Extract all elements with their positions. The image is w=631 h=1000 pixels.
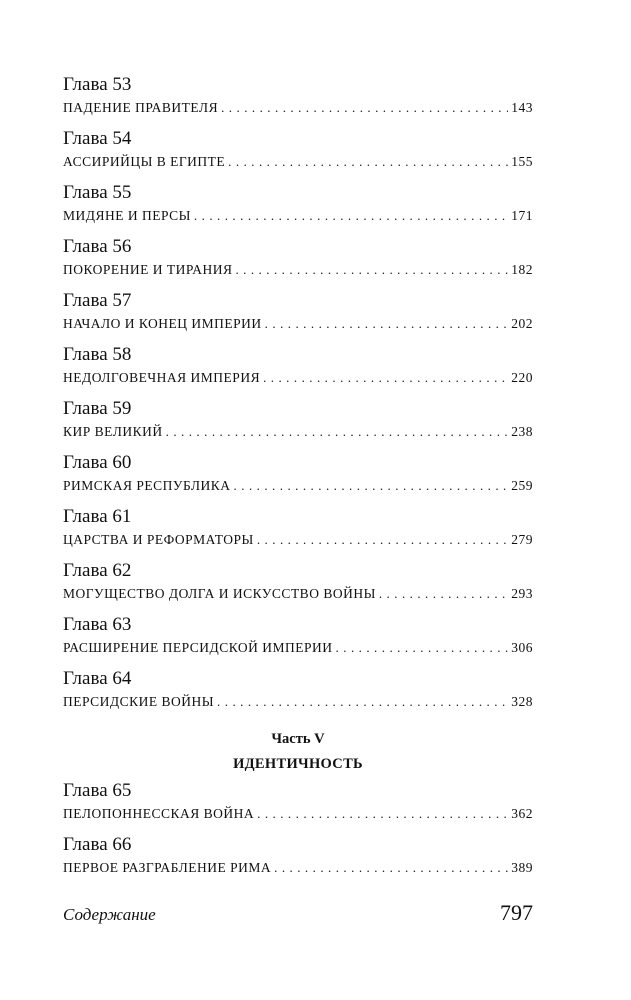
chapter-title: ПЕРВОЕ РАЗГРАБЛЕНИЕ РИМА [63,860,272,875]
chapter-number: Глава 59 [63,398,132,419]
dot-leader [166,424,509,440]
chapter-page-number: 259 [511,478,533,493]
chapter-page-number: 238 [511,424,533,439]
chapter-title-line [63,98,533,116]
chapter-title-line [63,584,533,602]
chapter-number: Глава 56 [63,236,132,257]
toc-entry-53[interactable] [63,70,533,124]
dot-leader [379,586,508,602]
chapter-title-line [63,530,533,548]
dot-leader [234,478,509,494]
dot-leader [217,694,508,710]
toc-entry-60[interactable] [63,448,533,502]
toc-entry-56[interactable] [63,232,533,286]
chapter-title: ПЕЛОПОННЕССКАЯ ВОЙНА [63,806,255,821]
chapter-page-number: 202 [511,316,533,331]
chapter-number: Глава 65 [63,780,132,801]
chapter-title-line [63,804,533,822]
chapter-page-number: 293 [511,586,533,601]
chapter-number: Глава 66 [63,834,132,855]
dot-leader [263,370,508,386]
page-footer [63,900,533,926]
chapter-title: РАСШИРЕНИЕ ПЕРСИДСКОЙ ИМПЕРИИ [63,640,333,655]
chapter-number: Глава 62 [63,560,132,581]
toc-entry-57[interactable] [63,286,533,340]
running-footer-title: Содержание [63,905,156,924]
chapter-title-line [63,368,533,386]
dot-leader [235,262,508,278]
chapter-page-number: 171 [511,208,533,223]
toc-entry-62[interactable] [63,556,533,610]
chapter-number: Глава 55 [63,182,132,203]
chapter-number: Глава 57 [63,290,132,311]
toc-entry-54[interactable] [63,124,533,178]
toc-entry-66[interactable] [63,830,533,884]
chapter-title: ПАДЕНИЕ ПРАВИТЕЛЯ [63,100,219,115]
chapter-title-line [63,476,533,494]
page-number: 797 [500,900,533,925]
toc-entry-58[interactable] [63,340,533,394]
toc-entry-64[interactable] [63,664,533,718]
chapter-title: НЕДОЛГОВЕЧНАЯ ИМПЕРИЯ [63,370,261,385]
chapter-title: ПЕРСИДСКИЕ ВОЙНЫ [63,694,215,709]
dot-leader [257,806,508,822]
chapter-title-line [63,206,533,224]
chapter-number: Глава 53 [63,74,132,95]
chapter-title: НАЧАЛО И КОНЕЦ ИМПЕРИИ [63,316,262,331]
chapter-number: Глава 54 [63,128,132,149]
chapter-title-line [63,858,533,876]
chapter-title: РИМСКАЯ РЕСПУБЛИКА [63,478,231,493]
chapter-title-line [63,152,533,170]
chapter-page-number: 362 [511,806,533,821]
toc-entry-61[interactable] [63,502,533,556]
chapter-title-line [63,422,533,440]
part-label: Часть V [271,731,325,747]
chapter-page-number: 279 [511,532,533,547]
toc-entry-59[interactable] [63,394,533,448]
chapter-page-number: 155 [511,154,533,169]
chapter-title: МИДЯНЕ И ПЕРСЫ [63,208,191,223]
chapter-number: Глава 63 [63,614,132,635]
chapter-page-number: 143 [511,100,533,115]
dot-leader [221,100,508,116]
part-name: ИДЕНТИЧНОСТЬ [233,756,363,772]
chapter-page-number: 389 [511,860,533,875]
table-of-contents [63,70,533,884]
chapter-page-number: 220 [511,370,533,385]
chapter-number: Глава 60 [63,452,132,473]
dot-leader [274,860,508,876]
chapter-title: АССИРИЙЦЫ В ЕГИПТЕ [63,154,226,169]
chapter-title: МОГУЩЕСТВО ДОЛГА И ИСКУССТВО ВОЙНЫ [63,586,376,601]
chapter-number: Глава 61 [63,506,132,527]
toc-entry-55[interactable] [63,178,533,232]
chapter-title: КИР ВЕЛИКИЙ [63,424,163,439]
chapter-page-number: 328 [511,694,533,709]
toc-entry-63[interactable] [63,610,533,664]
chapter-title-line [63,692,533,710]
dot-leader [336,640,509,656]
chapter-title: ПОКОРЕНИЕ И ТИРАНИЯ [63,262,233,277]
chapter-title-line [63,314,533,332]
dot-leader [257,532,508,548]
dot-leader [228,154,508,170]
chapter-number: Глава 58 [63,344,132,365]
chapter-title: ЦАРСТВА И РЕФОРМАТОРЫ [63,532,254,547]
chapter-page-number: 306 [511,640,533,655]
chapter-page-number: 182 [511,262,533,277]
dot-leader [194,208,508,224]
chapter-number: Глава 64 [63,668,132,689]
dot-leader [265,316,509,332]
chapter-title-line [63,638,533,656]
chapter-title-line [63,260,533,278]
toc-entry-65[interactable] [63,776,533,830]
